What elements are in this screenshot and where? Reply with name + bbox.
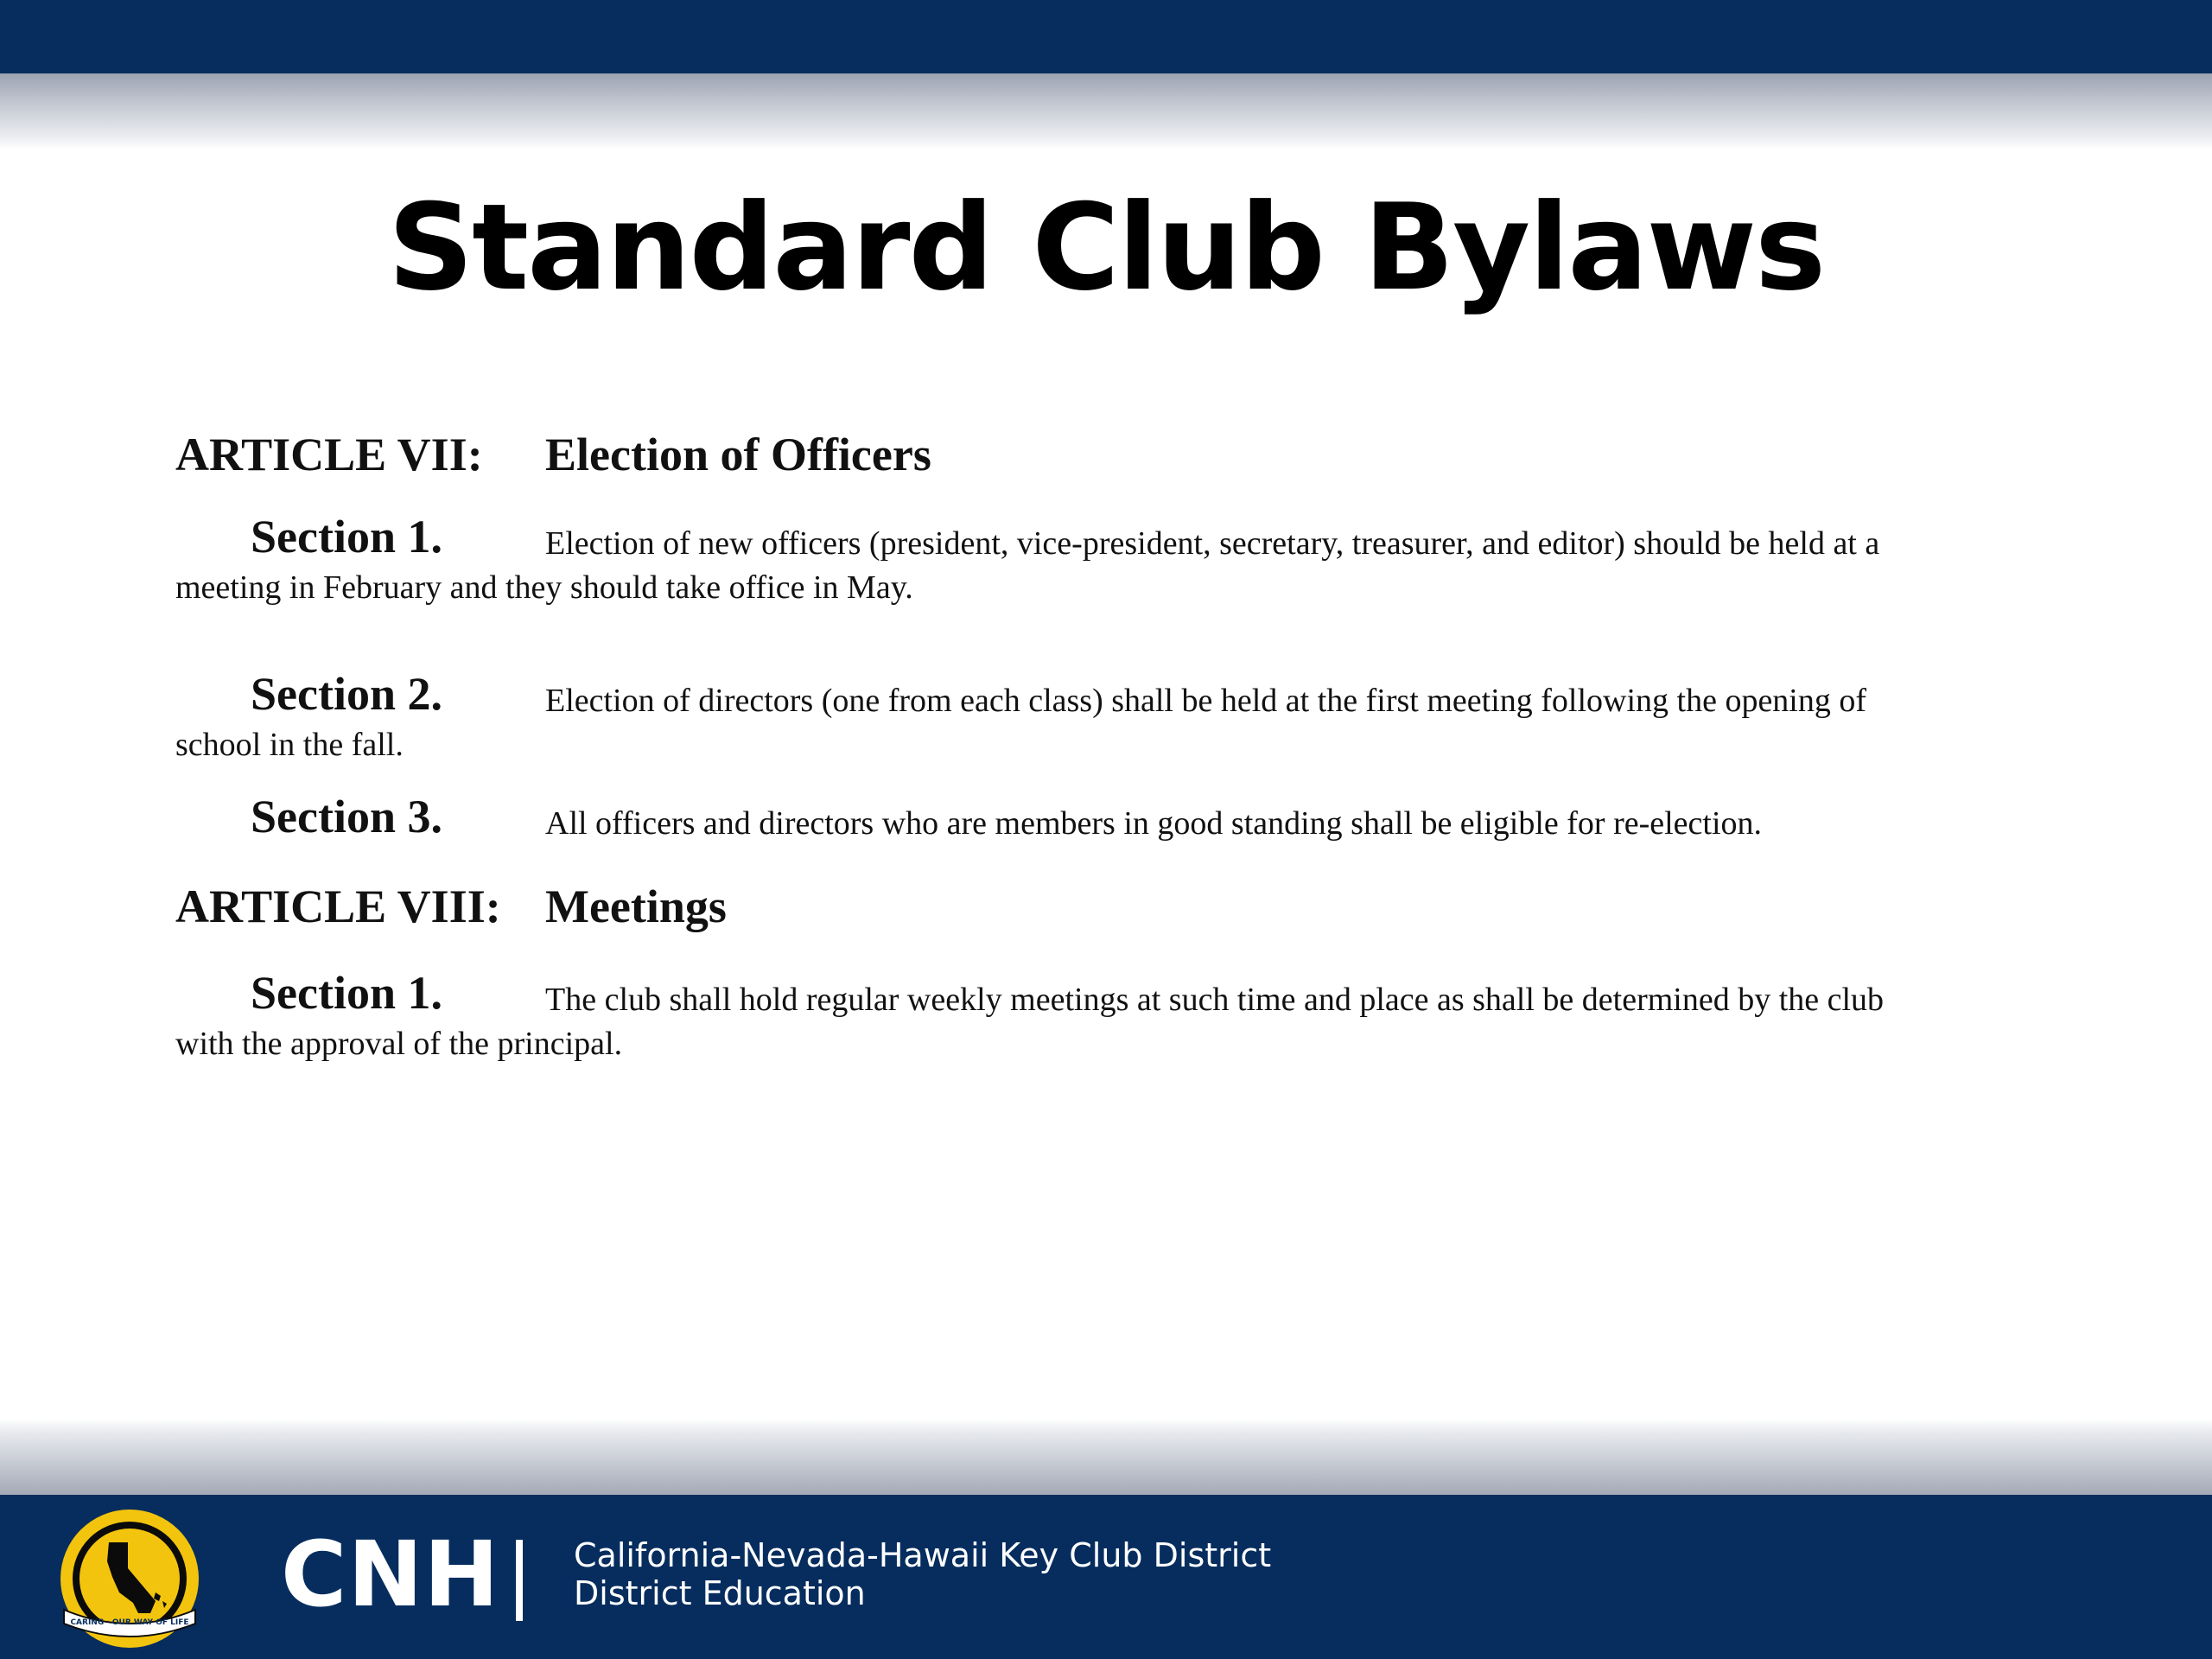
article-section bbox=[175, 967, 2076, 1066]
section-text: Election of new officers (president, vice-president, secretary, treasurer, and editor) should be held at a bbox=[545, 525, 1880, 562]
logo-text: CARING · OUR WAY OF LIFE bbox=[70, 1618, 189, 1627]
article-section bbox=[175, 668, 2076, 767]
section-label: Section 3. bbox=[251, 791, 442, 842]
section-label: Section 1. bbox=[251, 511, 442, 563]
section-label: Section 1. bbox=[251, 967, 442, 1019]
section-text-continued: meeting in February and they should take office in May. bbox=[175, 569, 913, 606]
article-heading bbox=[175, 431, 931, 478]
footer-district-name: California-Nevada-Hawaii Key Club District bbox=[574, 1536, 1272, 1574]
header-bar bbox=[0, 0, 2212, 73]
footer-brand: CNH bbox=[281, 1522, 500, 1627]
article-section bbox=[175, 511, 2076, 610]
article-section bbox=[175, 791, 2076, 845]
header-gradient bbox=[0, 73, 2212, 149]
section-label: Section 2. bbox=[251, 668, 442, 720]
section-text-continued: with the approval of the principal. bbox=[175, 1026, 623, 1062]
article-title: Election of Officers bbox=[545, 429, 931, 480]
article-number: ARTICLE VIII: bbox=[175, 880, 501, 932]
article-number: ARTICLE VII: bbox=[175, 429, 483, 480]
footer-district-text bbox=[574, 1536, 1271, 1612]
section-text: The club shall hold regular weekly meetings at such time and place as shall be determined by the club bbox=[545, 982, 1885, 1018]
article-heading bbox=[175, 880, 727, 932]
footer-divider bbox=[516, 1540, 523, 1621]
slide-title: Standard Club Bylaws bbox=[387, 178, 1825, 317]
footer-gradient bbox=[0, 1419, 2212, 1495]
article-title: Meetings bbox=[545, 880, 727, 932]
section-text-continued: school in the fall. bbox=[175, 727, 404, 763]
footer-department: District Education bbox=[574, 1574, 866, 1612]
state-map-seal-icon bbox=[59, 1508, 200, 1649]
section-text: All officers and directors who are members in good standing shall be eligible for re-election. bbox=[545, 805, 1763, 842]
section-text: Election of directors (one from each class) shall be held at the first meeting following the opening of bbox=[545, 683, 1867, 719]
